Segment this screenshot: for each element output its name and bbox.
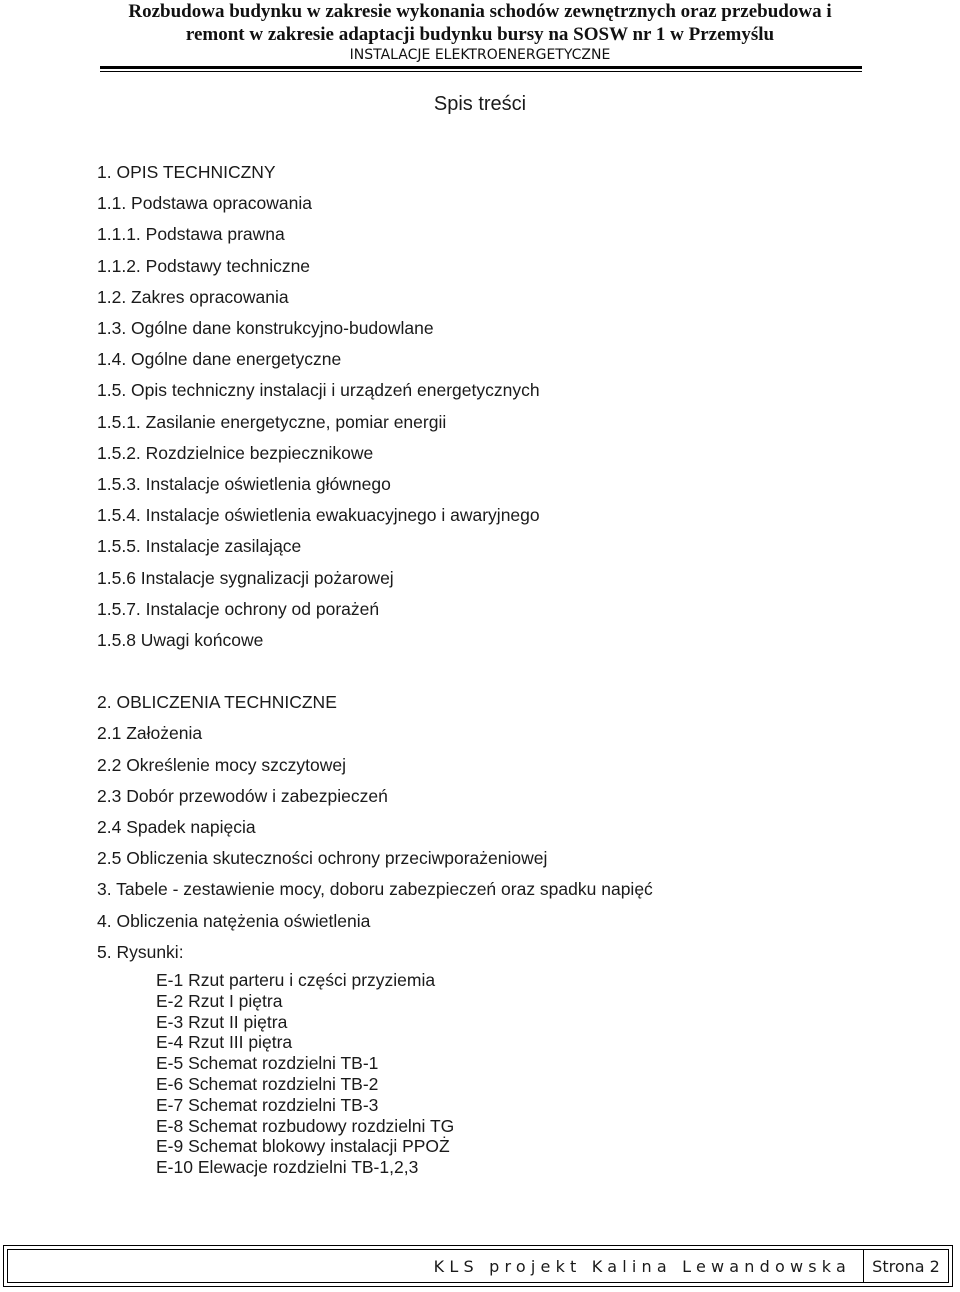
toc-item: 3. Tabele - zestawienie mocy, doboru zabezpieczeń oraz spadku napięć — [97, 879, 653, 900]
header-title-line-2: remont w zakresie adaptacji budynku bursy na SOSW nr 1 w Przemyślu — [185, 24, 775, 45]
page-header — [0, 0, 960, 64]
header-subtitle: INSTALACJE ELEKTROENERGETYCZNE — [349, 47, 611, 63]
toc-item: 2. OBLICZENIA TECHNICZNE — [97, 692, 337, 713]
toc-item: 1.5. Opis techniczny instalacji i urządzeń energetycznych — [97, 380, 540, 401]
drawing-item: E-6 Schemat rozdzielni TB-2 — [156, 1073, 379, 1094]
toc-item: 1.5.8 Uwagi końcowe — [97, 630, 264, 651]
drawings-list — [156, 970, 454, 1178]
toc-item: 1.1. Podstawa opracowania — [97, 193, 312, 214]
toc-item: 1. OPIS TECHNICZNY — [97, 162, 276, 182]
drawing-item: E-2 Rzut I piętra — [156, 990, 283, 1011]
toc-item: 1.4. Ogólne dane energetyczne — [97, 349, 342, 370]
toc-item: 2.5 Obliczenia skuteczności ochrony przeciwporażeniowej — [97, 848, 548, 869]
toc-title: Spis treści — [433, 93, 527, 115]
footer-frame — [7, 1249, 949, 1283]
drawing-item: E-1 Rzut parteru i części przyziemia — [156, 970, 436, 990]
toc-item: 2.3 Dobór przewodów i zabezpieczeń — [97, 785, 388, 806]
toc-item: 1.5.7. Instalacje ochrony od porażeń — [97, 598, 380, 619]
drawing-item: E-10 Elewacje rozdzielni TB-1,2,3 — [156, 1157, 419, 1178]
toc-item: 1.1.2. Podstawy techniczne — [97, 255, 311, 276]
toc-item: 1.2. Zakres opracowania — [97, 286, 289, 307]
toc-item: 1.5.6 Instalacje sygnalizacji pożarowej — [97, 567, 394, 588]
toc-item: 5. Rysunki: — [97, 941, 184, 962]
toc-item: 1.5.4. Instalacje oświetlenia ewakuacyjnego i awaryjnego — [97, 505, 540, 526]
drawing-item: E-8 Schemat rozbudowy rozdzielni TG — [156, 1115, 455, 1136]
toc-item: 2.4 Spadek napięcia — [97, 817, 256, 838]
drawing-item: E-7 Schemat rozdzielni TB-3 — [156, 1094, 379, 1115]
header-rule-thin — [100, 71, 862, 72]
toc-item: 1.3. Ogólne dane konstrukcyjno-budowlane — [97, 318, 434, 339]
toc-item: 1.5.5. Instalacje zasilające — [97, 536, 302, 557]
toc-item: 1.5.2. Rozdzielnice bezpiecznikowe — [97, 442, 374, 463]
toc-item: 2.2 Określenie mocy szczytowej — [97, 754, 346, 775]
page-footer — [3, 1245, 953, 1287]
drawing-item: E-4 Rzut III piętra — [156, 1032, 293, 1053]
drawing-item: E-9 Schemat blokowy instalacji PPOŻ — [156, 1136, 450, 1157]
toc-item: 1.5.1. Zasilanie energetyczne, pomiar energii — [97, 411, 447, 432]
drawing-item: E-5 Schemat rozdzielni TB-1 — [156, 1053, 379, 1074]
page-number: Strona 2 — [863, 1250, 948, 1282]
toc-item: 1.1.1. Podstawa prawna — [97, 224, 285, 245]
toc-list — [97, 157, 653, 968]
toc-item: 2.1 Założenia — [97, 723, 203, 744]
header-title-line-1: Rozbudowa budynku w zakresie wykonania schodów zewnętrznych oraz przebudowa i — [128, 1, 832, 22]
drawing-item: E-3 Rzut II piętra — [156, 1011, 288, 1032]
toc-item: 1.5.3. Instalacje oświetlenia głównego — [97, 474, 391, 495]
toc-item: 4. Obliczenia natężenia oświetlenia — [97, 910, 371, 931]
footer-company: KLS projekt Kalina Lewandowska — [433, 1257, 851, 1276]
header-rule-thick — [100, 66, 862, 69]
